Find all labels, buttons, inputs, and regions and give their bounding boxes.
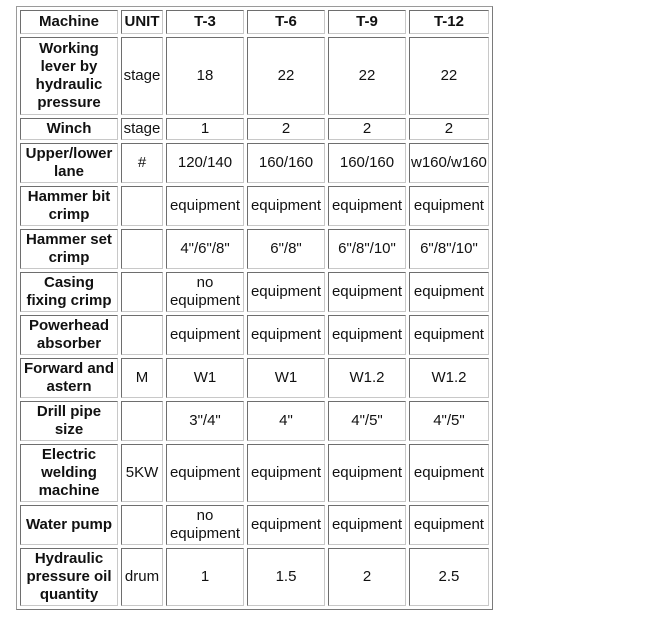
row-unit: M: [121, 358, 163, 398]
row-label: Hammer bit crimp: [20, 186, 118, 226]
row-value: 2: [409, 118, 489, 140]
row-value: 1.5: [247, 548, 325, 606]
row-value: W1.2: [409, 358, 489, 398]
row-value: 160/160: [247, 143, 325, 183]
row-unit: [121, 272, 163, 312]
row-label: Powerhead absorber: [20, 315, 118, 355]
row-value: 160/160: [328, 143, 406, 183]
row-value: 6"/8"/10": [409, 229, 489, 269]
row-unit: [121, 229, 163, 269]
row-value: 22: [247, 37, 325, 115]
row-unit: stage: [121, 37, 163, 115]
row-value: W1: [247, 358, 325, 398]
row-value: no equipment: [166, 272, 244, 312]
row-value: equipment: [247, 444, 325, 502]
row-value: 18: [166, 37, 244, 115]
row-value: equipment: [328, 315, 406, 355]
header-model-t12: T-12: [409, 10, 489, 34]
header-unit: UNIT: [121, 10, 163, 34]
header-model-t3: T-3: [166, 10, 244, 34]
spec-table: [16, 6, 493, 610]
row-unit: [121, 505, 163, 545]
row-label: Hammer set crimp: [20, 229, 118, 269]
header-model-t9: T-9: [328, 10, 406, 34]
row-value: 1: [166, 548, 244, 606]
row-value: equipment: [328, 186, 406, 226]
header-row: [20, 10, 489, 34]
row-value: equipment: [409, 186, 489, 226]
row-value: 4"/5": [328, 401, 406, 441]
header-model-t6: T-6: [247, 10, 325, 34]
table-row: [20, 143, 489, 183]
table-row: [20, 186, 489, 226]
row-value: equipment: [328, 505, 406, 545]
table-row: [20, 444, 489, 502]
row-label: Working lever by hydraulic pressure: [20, 37, 118, 115]
row-value: 4"/5": [409, 401, 489, 441]
row-value: 1: [166, 118, 244, 140]
table-row: [20, 505, 489, 545]
row-value: 4"/6"/8": [166, 229, 244, 269]
row-value: equipment: [409, 315, 489, 355]
row-value: 120/140: [166, 143, 244, 183]
row-value: 4": [247, 401, 325, 441]
row-value: w160/w160: [409, 143, 489, 183]
row-value: equipment: [247, 272, 325, 312]
row-unit: drum: [121, 548, 163, 606]
row-unit: #: [121, 143, 163, 183]
row-label: Upper/lower lane: [20, 143, 118, 183]
table-row: [20, 358, 489, 398]
row-value: equipment: [409, 272, 489, 312]
table-row: [20, 548, 489, 606]
row-value: equipment: [409, 505, 489, 545]
row-value: 2: [247, 118, 325, 140]
table-row: [20, 315, 489, 355]
row-value: equipment: [409, 444, 489, 502]
table-row: [20, 118, 489, 140]
row-value: equipment: [328, 444, 406, 502]
table-row: [20, 272, 489, 312]
row-label: Water pump: [20, 505, 118, 545]
row-value: equipment: [166, 444, 244, 502]
row-label: Casing fixing crimp: [20, 272, 118, 312]
row-value: 2: [328, 118, 406, 140]
table-row: [20, 229, 489, 269]
row-value: equipment: [247, 186, 325, 226]
row-value: W1.2: [328, 358, 406, 398]
row-value: no equipment: [166, 505, 244, 545]
table-row: [20, 37, 489, 115]
row-value: equipment: [247, 505, 325, 545]
row-value: equipment: [166, 315, 244, 355]
row-label: Drill pipe size: [20, 401, 118, 441]
header-machine: Machine: [20, 10, 118, 34]
row-label: Winch: [20, 118, 118, 140]
row-unit: [121, 401, 163, 441]
row-value: 2.5: [409, 548, 489, 606]
row-label: Hydraulic pressure oil quantity: [20, 548, 118, 606]
row-unit: [121, 315, 163, 355]
row-value: equipment: [328, 272, 406, 312]
row-label: Forward and astern: [20, 358, 118, 398]
row-value: W1: [166, 358, 244, 398]
row-value: equipment: [247, 315, 325, 355]
row-unit: 5KW: [121, 444, 163, 502]
row-value: equipment: [166, 186, 244, 226]
row-value: 6"/8": [247, 229, 325, 269]
row-value: 3"/4": [166, 401, 244, 441]
table-row: [20, 401, 489, 441]
row-label: Electric welding machine: [20, 444, 118, 502]
row-unit: stage: [121, 118, 163, 140]
row-unit: [121, 186, 163, 226]
row-value: 22: [409, 37, 489, 115]
row-value: 6"/8"/10": [328, 229, 406, 269]
row-value: 2: [328, 548, 406, 606]
row-value: 22: [328, 37, 406, 115]
